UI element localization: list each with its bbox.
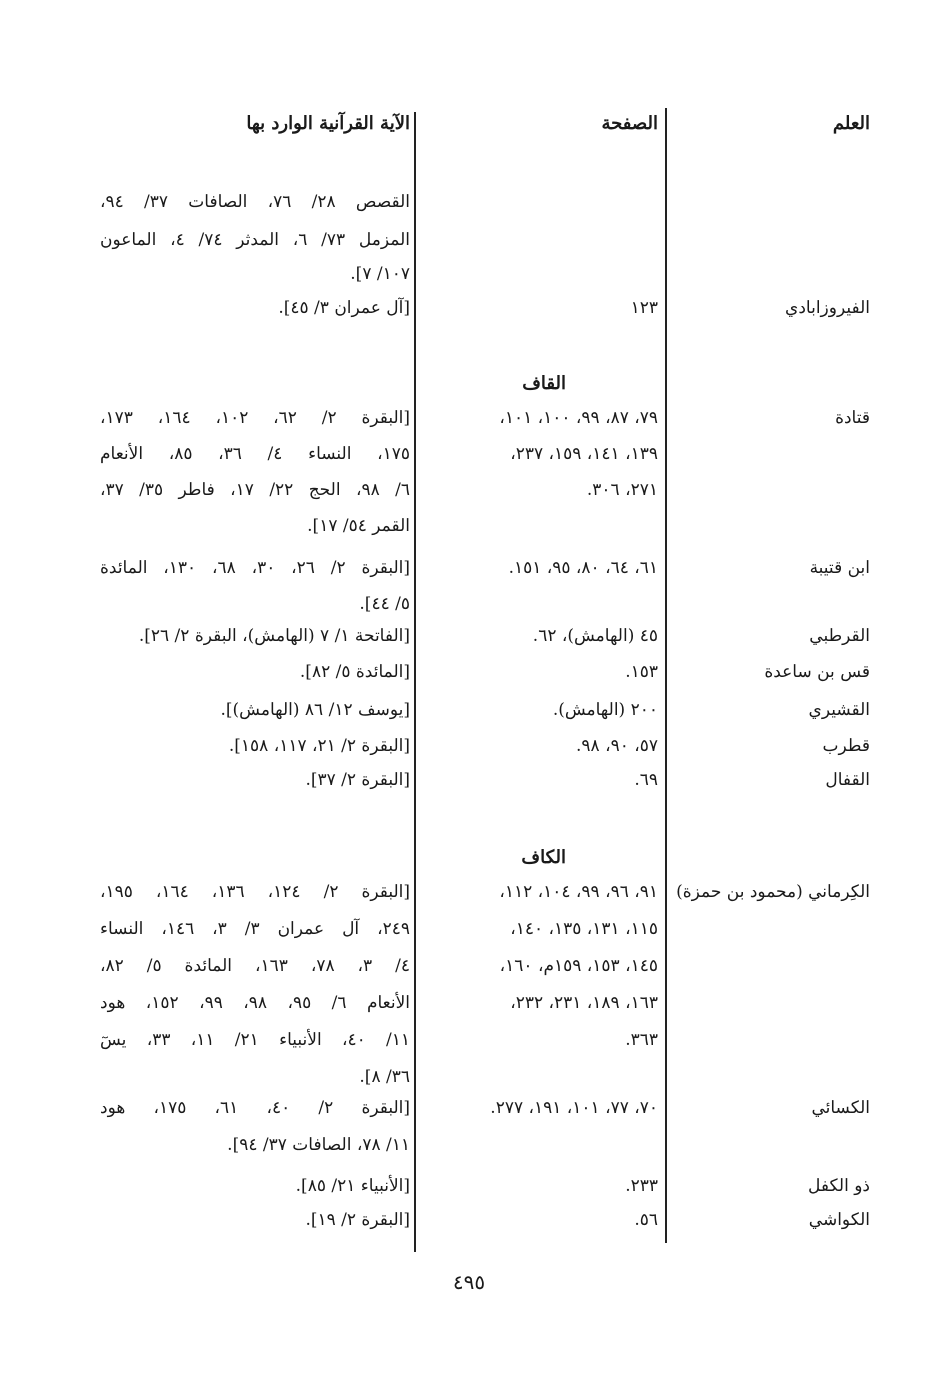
entry-pages: ٢٧١، ٣٠٦. — [586, 480, 658, 500]
entry-name: الكواشي — [808, 1210, 870, 1230]
entry-name: الكِرماني (محمود بن حمزة) — [676, 882, 870, 902]
entry-name: الكسائي — [811, 1098, 870, 1118]
entry-ayah: الأنعام ٦/ ٩٥، ٩٨، ٩٩، ١٥٢، هود — [100, 993, 411, 1013]
entry-ayah: ٦/ ٩٨، الحج ٢٢/ ١٧، فاطر ٣٥/ ٣٧، — [100, 480, 410, 500]
entry-pages: ١٦٣، ١٨٩، ٢٣١، ٢٣٢، — [510, 993, 658, 1013]
entry-pages: ٧٩، ٨٧، ٩٩، ١٠٠، ١٠١، — [499, 408, 658, 428]
section-letter: الكاف — [521, 847, 566, 868]
ayah-line: القصص ٢٨/ ٧٦، الصافات ٣٧/ ٩٤، — [100, 192, 410, 212]
entry-name: القرطبي — [809, 626, 870, 646]
entry-ayah: [البقرة ٢/ ٤٠، ٦١، ١٧٥، هود — [100, 1098, 410, 1118]
entry-ayah: ١٧٥، النساء ٤/ ٣٦، ٨٥، الأنعام — [100, 444, 411, 464]
entry-ayah: [البقرة ٢/ ٢٦، ٣٠، ٦٨، ١٣٠، المائدة — [100, 558, 410, 578]
entry-ayah: [البقرة ٢/ ٣٧]. — [305, 770, 410, 790]
entry-ayah: القمر ٥٤/ ١٧]. — [307, 516, 410, 536]
entry-name: الفيروزابادي — [785, 298, 870, 318]
entry-name: قتادة — [835, 408, 870, 428]
entry-pages: ١١٥، ١٣١، ١٣٥، ١٤٠، — [510, 919, 658, 939]
entry-name: القشيري — [808, 700, 870, 720]
entry-pages: ٤٥ (الهامش)، ٦٢. — [532, 626, 658, 646]
entry-ayah: [يوسف ١٢/ ٨٦ (الهامش)]. — [220, 700, 410, 720]
entry-ayah: ٥/ ٤٤]. — [359, 594, 410, 614]
entry-ayah: [الأنبياء ٢١/ ٨٥]. — [295, 1176, 410, 1196]
header-name: العلم — [832, 113, 870, 134]
page-number: ٤٩٥ — [452, 1270, 486, 1294]
entry-name: قطرب — [822, 736, 870, 756]
entry-pages: ٢٣٣. — [625, 1176, 658, 1196]
entry-ayah: [البقرة ٢/ ٦٢، ١٠٢، ١٦٤، ١٧٣، — [100, 408, 410, 428]
entry-ayah: [المائدة ٥/ ٨٢]. — [299, 662, 410, 682]
entry-ayah: [آل عمران ٣/ ٤٥]. — [278, 298, 410, 318]
entry-ayah: [البقرة ٢/ ١٩]. — [305, 1210, 410, 1230]
entry-pages: ٩١، ٩٦، ٩٩، ١٠٤، ١١٢، — [499, 882, 658, 902]
entry-name: ابن قتيبة — [809, 558, 870, 578]
entry-pages: ١٣٩، ١٤١، ١٥٩، ٢٣٧، — [510, 444, 658, 464]
entry-name: ذو الكفل — [808, 1176, 870, 1196]
entry-ayah: [الفاتحة ١/ ٧ (الهامش)، البقرة ٢/ ٢٦]. — [138, 626, 410, 646]
entry-ayah: ١١/ ٤٠، الأنبياء ٢١/ ١١، ٣٣، يسٓ — [100, 1030, 411, 1050]
ayah-line: المزمل ٧٣/ ٦، المدثر ٧٤/ ٤، الماعون — [100, 230, 411, 250]
entry-pages: ٦٩. — [634, 770, 658, 790]
column-divider — [665, 108, 667, 1243]
column-divider — [414, 112, 416, 1252]
entry-pages: ٧٠، ٧٧، ١٠١، ١٩١، ٢٧٧. — [490, 1098, 658, 1118]
section-letter: القاف — [522, 373, 566, 394]
entry-name: القفال — [825, 770, 870, 790]
header-ayah: الآية القرآنية الوارد بها — [246, 113, 410, 134]
entry-pages: ٣٦٣. — [625, 1030, 658, 1050]
entry-name: قس بن ساعدة — [764, 662, 870, 682]
entry-pages: ١٤٥، ١٥٣، ١٥٩م، ١٦٠، — [499, 956, 658, 976]
header-page: الصفحة — [601, 113, 658, 134]
entry-ayah: [البقرة ٢/ ١٢٤، ١٣٦، ١٦٤، ١٩٥، — [100, 882, 410, 902]
entry-pages: ٦١، ٦٤، ٨٠، ٩٥، ١٥١. — [508, 558, 658, 578]
entry-ayah: [البقرة ٢/ ٢١، ١١٧، ١٥٨]. — [228, 736, 410, 756]
entry-ayah: ٢٤٩، آل عمران ٣/ ٣، ١٤٦، النساء — [100, 919, 410, 939]
entry-pages: ٥٧، ٩٠، ٩٨. — [576, 736, 658, 756]
entry-ayah: ٣٦/ ٨]. — [359, 1067, 410, 1087]
entry-ayah: ١١/ ٧٨، الصافات ٣٧/ ٩٤]. — [227, 1135, 410, 1155]
entry-pages: ٢٠٠ (الهامش). — [552, 700, 658, 720]
entry-ayah: ٤/ ٣، ٧٨، ١٦٣، المائدة ٥/ ٨٢، — [100, 956, 411, 976]
entry-pages: ٥٦. — [634, 1210, 658, 1230]
entry-pages: ١٢٣ — [630, 298, 658, 318]
ayah-line: ١٠٧/ ٧]. — [350, 264, 410, 284]
entry-pages: ١٥٣. — [625, 662, 658, 682]
